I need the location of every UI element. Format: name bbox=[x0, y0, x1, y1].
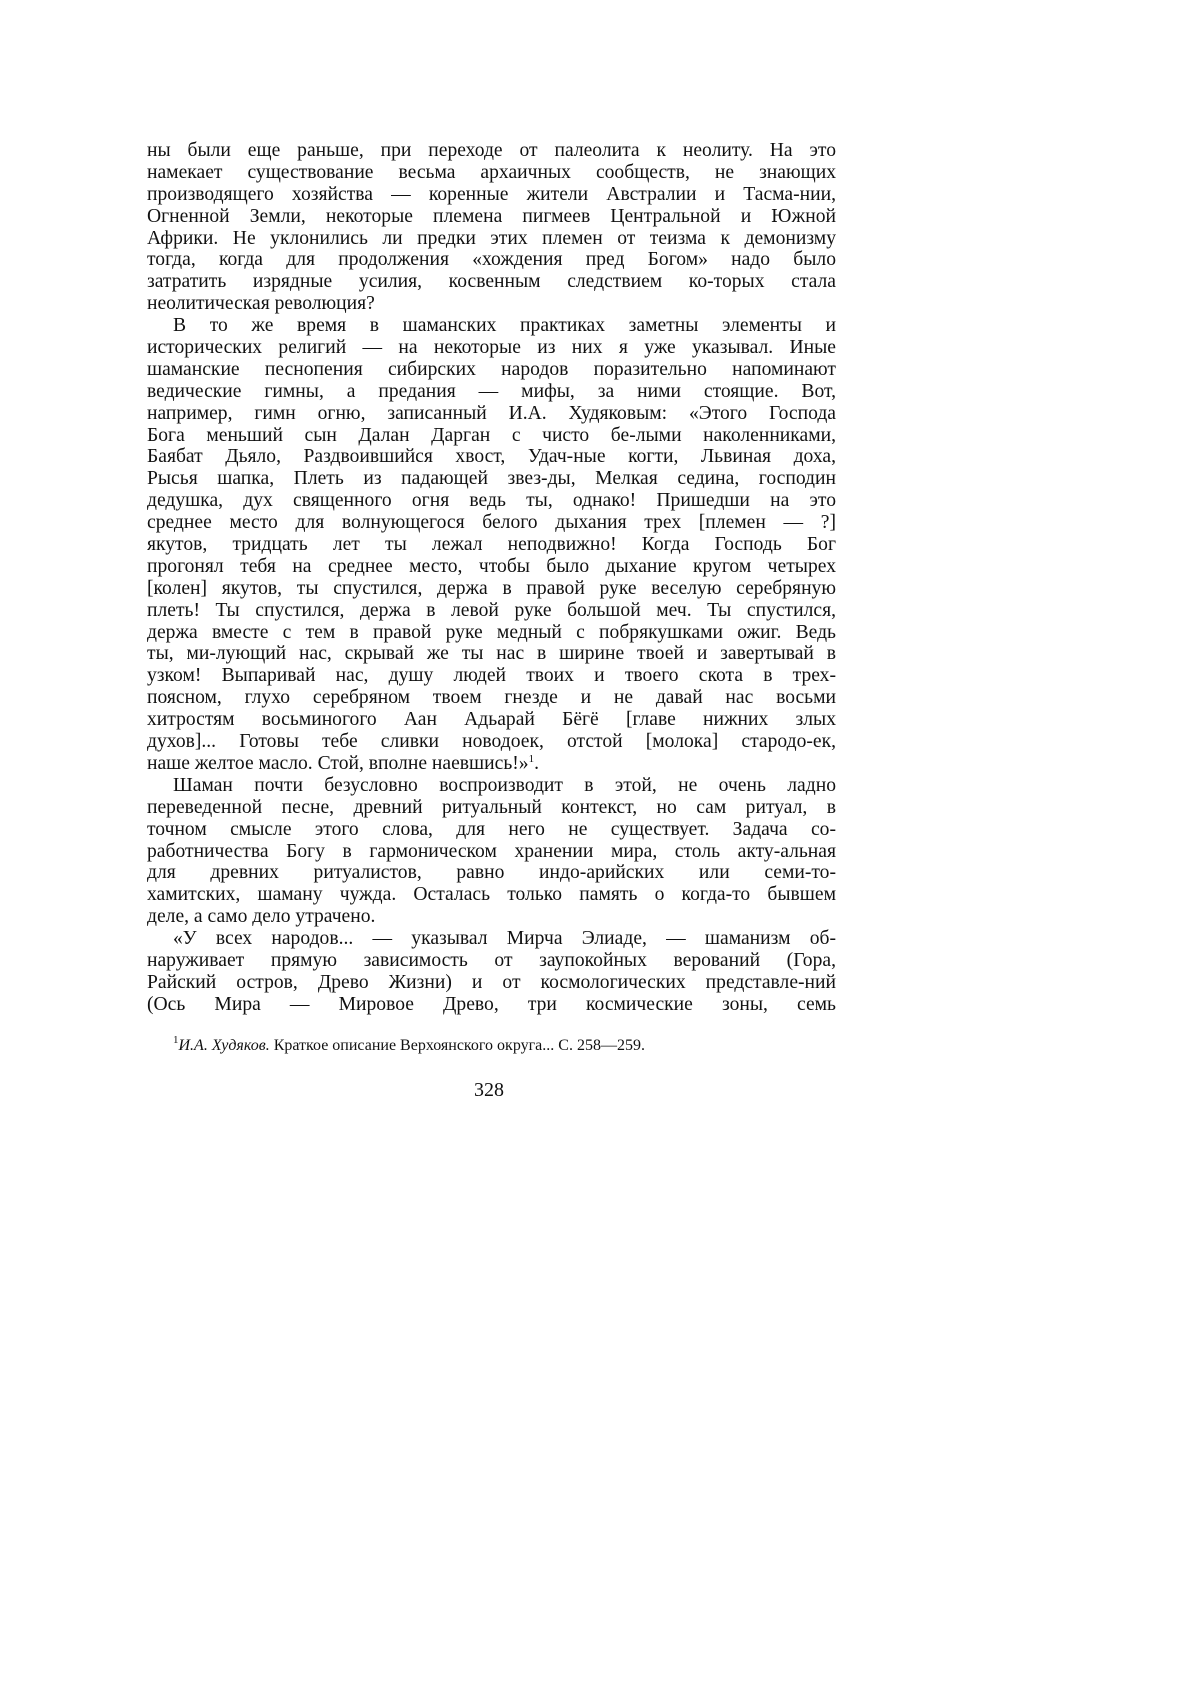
text-line: якутов, тридцать лет ты лежал неподвижно! Когда Господь Бог bbox=[147, 534, 836, 556]
text-line: Рысья шапка, Плеть из падающей звез-ды, Мелкая седина, господин bbox=[147, 468, 836, 490]
text-line: затратить изрядные усилия, косвенным следствием ко-торых стала bbox=[147, 271, 836, 293]
page-number: 328 bbox=[474, 1079, 504, 1101]
text-line: Райский остров, Древо Жизни) и от космологических представле-ний bbox=[147, 971, 836, 993]
text-line: ны были еще раньше, при переходе от палеолита к неолиту. На это bbox=[147, 140, 836, 161]
footnote-number: 1 bbox=[173, 1034, 179, 1046]
text-line: (Ось Мира — Мировое Древо, три космические зоны, семь bbox=[147, 993, 836, 1015]
text-line: узком! Выпаривай нас, душу людей твоих и твоего скота в трех- bbox=[147, 665, 836, 687]
text-line: деле, а само дело утрачено. bbox=[147, 906, 376, 928]
text-line: точном смысле этого слова, для него не существует. Задача со- bbox=[147, 818, 836, 840]
text-line: духов]... Готовы тебе сливки новодоек, отстой [молока] стародо-ек, bbox=[147, 731, 836, 753]
footnote bbox=[173, 1036, 645, 1056]
text-line: плеть! Ты спустился, держа в левой руке большой меч. Ты спустился, bbox=[147, 599, 836, 621]
text-line: исторических религий — на некоторые из них я уже указывал. Иные bbox=[147, 337, 836, 359]
text-line: ведические гимны, а предания — мифы, за ними стоящие. Вот, bbox=[147, 380, 836, 402]
text-line: производящего хозяйства — коренные жители Австралии и Тасма-нии, bbox=[147, 183, 836, 205]
text-line: ты, ми-лующий нас, скрывай же ты нас в ширине твоей и завертывай в bbox=[147, 643, 836, 665]
body-text bbox=[147, 140, 836, 1016]
text-line-with-footnote: наше желтое масло. Стой, вполне наевшись!»$^1$. bbox=[147, 752, 539, 774]
text-line: переведенной песне, древний ритуальный контекст, но сам ритуал, в bbox=[147, 796, 836, 818]
text-line: Бога меньший сын Далан Дарган с чисто бе-лыми наколенниками, bbox=[147, 424, 836, 446]
text-line: наруживает прямую зависимость от заупокойных верований (Гора, bbox=[147, 949, 836, 971]
text-line: держа вместе с тем в правой руке медный с побрякушками ожиг. Ведь bbox=[147, 621, 836, 643]
text-line: [колен] якутов, ты спустился, держа в правой руке веселую серебряную bbox=[147, 577, 836, 599]
text-line: Шаман почти безусловно воспроизводит в этой, не очень ладно bbox=[173, 774, 836, 796]
text-line: для древних ритуалистов, равно индо-арийских или семи-то- bbox=[147, 862, 836, 884]
footnote-author: И.А. Худяков. bbox=[178, 1037, 270, 1054]
text-line: хамитских, шаману чужда. Осталась только память о когда-то бывшем bbox=[147, 884, 836, 906]
text-line: В то же время в шаманских практиках заметны элементы и bbox=[173, 315, 836, 337]
text-line: неолитическая революция? bbox=[147, 293, 375, 315]
text-line: среднее место для волнующегося белого дыхания трех [племен — ?] bbox=[147, 512, 836, 534]
text-line: поясном, глухо серебряном твоем гнезде и не давай нас восьми bbox=[147, 687, 836, 709]
text-line: хитростям восьминогого Аан Адьарай Бёгё [главе нижних злых bbox=[147, 709, 836, 731]
text-line: например, гимн огню, записанный И.А. Худяковым: «Этого Господа bbox=[147, 402, 836, 424]
text-line: прогонял тебя на среднее место, чтобы было дыхание кругом четырех bbox=[147, 555, 836, 577]
text-line: Баябат Дьяло, Раздвоившийся хвост, Удач-ные когти, Львиная доха, bbox=[147, 446, 836, 468]
footnote-text: Краткое описание Верхоянского округа... С. 258—259. bbox=[269, 1037, 645, 1054]
text-line: работничества Богу в гармоническом хранении мира, столь акту-альная bbox=[147, 840, 836, 862]
text-line: наше желтое масло. Стой, вполне наевшись!» bbox=[147, 752, 529, 774]
text-line: тогда, когда для продолжения «хождения пред Богом» надо было bbox=[147, 249, 836, 271]
footnote-marker: 1 bbox=[528, 752, 535, 765]
text-line: Огненной Земли, некоторые племена пигмеев Центральной и Южной bbox=[147, 205, 836, 227]
text-line: «У всех народов... — указывал Мирча Элиаде, — шаманизм об- bbox=[173, 928, 836, 950]
text-line: намекает существование весьма архаичных сообществ, не знающих bbox=[147, 161, 836, 183]
text-line: шаманские песнопения сибирских народов поразительно напоминают bbox=[147, 358, 836, 380]
text-line: Африки. Не уклонились ли предки этих племен от теизма к демонизму bbox=[147, 227, 836, 249]
text-line: дедушка, дух священного огня ведь ты, однако! Пришедши на это bbox=[147, 490, 836, 512]
